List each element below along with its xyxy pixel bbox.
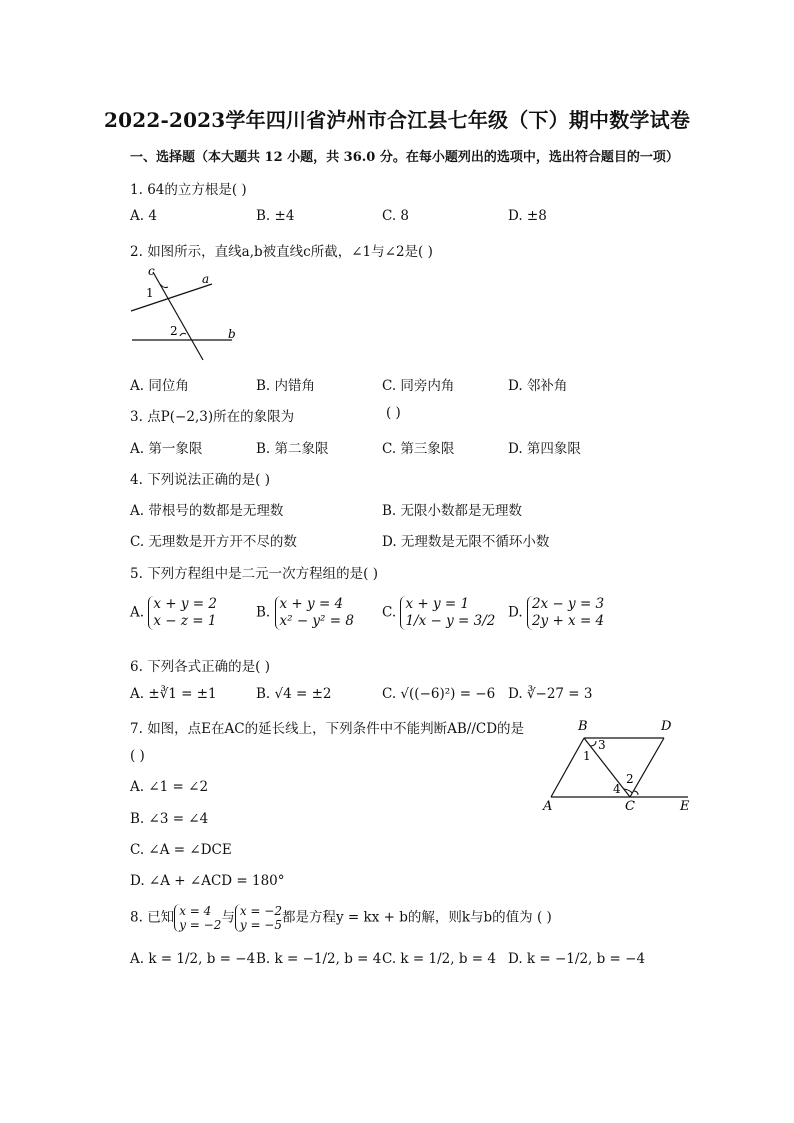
question-2 [130,240,433,260]
option-b: B. 无限小数都是无理数 [382,503,523,519]
angle-2-arc [180,333,186,336]
equation-line: 1/x − y = 3/2 [405,613,496,629]
question-number: 5. [130,566,143,582]
question-1 [130,178,247,198]
section-header: 一、选择题（本大题共 12 小题，共 36.0 分。在每小题列出的选项中，选出符合题目的一项） [130,150,679,165]
option-d: D. 第四象限 [508,441,581,457]
question-6 [130,655,270,675]
label-angle-4: 4 [613,782,621,796]
label-a: a [202,272,210,286]
question-7-paren: ( ) [130,748,145,764]
segment-ab [551,738,584,797]
option-c: C. 无理数是开方开不尽的数 [130,534,297,550]
equation-line: x = −2 [239,904,282,918]
option-c [382,596,495,630]
question-text-mid: 与 [221,909,235,926]
option-c: C. ∠A = ∠DCE [130,842,232,858]
label-d: D [661,719,672,734]
label-angle-2: 2 [626,772,634,786]
question-text: 点P(−2,3)所在的象限为 [147,409,295,425]
figure-transversal [124,262,244,362]
equation-line: y = −2 [179,918,222,932]
label-c: C [625,799,635,814]
line-a [131,284,212,311]
question-number: 2. [130,244,143,260]
question-number: 8. [130,909,143,926]
question-text: 下列说法正确的是( ) [147,472,271,488]
option-b: B. k = −1/2, b = 4 [256,951,382,967]
question-number: 6. [130,659,143,675]
question-number: 4. [130,472,143,488]
question-text-after: 都是方程y = kx + b的解，则k与b的值为 ( ) [282,909,552,926]
equation-line: x = 4 [179,904,212,918]
segment-dc [630,738,664,797]
equation-line: x − z = 1 [153,613,217,629]
option-b: B. √4 = ±2 [256,686,332,702]
question-text: 64的立方根是( ) [147,182,247,198]
option-c: C. k = 1/2, b = 4 [382,951,496,967]
equation-line: 2x − y = 3 [531,596,605,612]
equation-system [527,596,604,630]
angle-3-arc [590,741,596,746]
label-angle-1: 1 [146,286,154,300]
equation-system [400,596,495,630]
equation-system [148,596,217,630]
option-d: D. 无理数是无限不循环小数 [382,534,550,550]
figure-parallelogram [538,716,698,816]
option-d: D. 邻补角 [508,378,568,394]
label-b: B [578,719,588,734]
question-4 [130,468,270,488]
option-label: D. [508,604,523,621]
question-text-before: 已知 [147,909,175,926]
option-c: C. 第三象限 [382,441,455,457]
question-number: 1. [130,182,143,198]
label-angle-1: 1 [583,749,591,763]
equation-system [235,904,282,932]
option-b: B. 第二象限 [256,441,329,457]
option-label: A. [130,604,145,621]
label-a: A [543,799,553,814]
question-text: 下列各式正确的是( ) [147,659,271,675]
option-d [508,596,604,630]
option-a: A. ∠1 = ∠2 [130,779,209,795]
option-c: C. 同旁内角 [382,378,455,394]
option-a: A. k = 1/2, b = −4 [130,951,256,967]
label-e: E [680,799,690,814]
option-c: C. √((−6)²) = −6 [382,686,496,702]
option-b: B. 内错角 [256,378,316,394]
option-label: C. [382,604,397,621]
question-3 [130,405,294,425]
question-text: 如图，点E在AC的延长线上，下列条件中不能判断AB//CD的是 [147,721,525,737]
question-7 [130,717,530,737]
segment-bc [584,738,630,797]
label-c: c [148,264,155,278]
label-angle-2: 2 [170,324,178,338]
option-a: A. ±∛1 = ±1 [130,686,217,702]
option-b [256,596,354,630]
equation-line: 2y + x = 4 [531,613,605,629]
equation-line: x + y = 2 [153,596,217,612]
option-d: D. ∠A + ∠ACD = 180° [130,873,285,889]
equation-line: x² − y² = 8 [279,613,354,629]
equation-line: x + y = 4 [279,596,344,612]
option-a: A. 4 [130,208,157,224]
option-c: C. 8 [382,208,410,224]
question-number: 7. [130,721,143,737]
option-b: B. ±4 [256,208,295,224]
option-a: A. 第一象限 [130,441,203,457]
page-title: 2022-2023学年四川省泸州市合江县七年级（下）期中数学试卷 [103,108,691,132]
question-3-paren: ( ) [386,405,401,421]
option-b: B. ∠3 = ∠4 [130,811,209,827]
question-number: 3. [130,409,143,425]
equation-line: x + y = 1 [405,596,470,612]
equation-system [275,596,354,630]
option-label: B. [256,604,271,621]
question-text: 下列方程组中是二元一次方程组的是( ) [147,566,379,582]
option-a: A. 同位角 [130,378,189,394]
equation-line: y = −5 [239,918,282,932]
question-5 [130,562,378,582]
option-d: D. ∛−27 = 3 [508,686,593,702]
option-d: D. k = −1/2, b = −4 [508,951,646,967]
option-d: D. ±8 [508,208,547,224]
equation-system [174,904,221,932]
option-a: A. 带根号的数都是无理数 [130,503,284,519]
label-b: b [228,327,236,341]
option-a [130,596,217,630]
question-text: 如图所示，直线a,b被直线c所截，∠1与∠2是( ) [147,244,433,260]
label-angle-3: 3 [598,738,606,752]
question-8 [130,904,552,932]
